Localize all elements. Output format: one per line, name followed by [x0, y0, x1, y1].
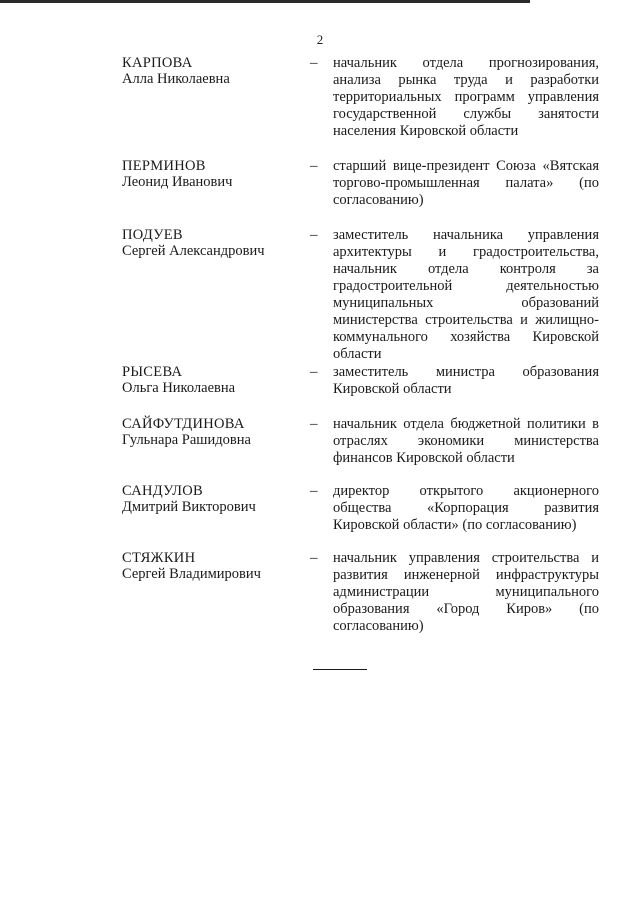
- member-name: [122, 416, 302, 448]
- dash-separator: –: [310, 227, 318, 243]
- top-border-line: [0, 0, 530, 3]
- member-position: старший вице-президент Союза «Вятская торгово-промышленная палата» (по согласованию): [333, 158, 599, 208]
- member-given-names: Алла Николаевна: [122, 71, 230, 87]
- member-surname: ПЕРМИНОВ: [122, 158, 206, 174]
- member-surname: КАРПОВА: [122, 55, 193, 71]
- dash-separator: –: [310, 416, 318, 432]
- member-name: [122, 483, 302, 515]
- end-of-list-line: [313, 669, 367, 670]
- member-given-names: Ольга Николаевна: [122, 380, 236, 396]
- member-surname: ПОДУЕВ: [122, 227, 183, 243]
- member-position: начальник отдела прогнозирования, анализа рынка труда и разработки территориальных программ управления государственной службы занятости населения Кировской области: [333, 55, 599, 139]
- dash-separator: –: [310, 483, 318, 499]
- member-given-names: Гульнара Рашидовна: [122, 432, 251, 448]
- dash-separator: –: [310, 158, 318, 174]
- member-position: начальник отдела бюджетной политики в отраслях экономики министерства финансов Кировской области: [333, 416, 599, 466]
- dash-separator: –: [310, 364, 318, 380]
- member-given-names: Сергей Александрович: [122, 243, 265, 259]
- member-position: директор открытого акционерного общества «Корпорация развития Кировской области» (по согласованию): [333, 483, 599, 533]
- member-surname: САНДУЛОВ: [122, 483, 203, 499]
- member-surname: САЙФУТДИНОВА: [122, 416, 245, 432]
- member-name: [122, 158, 302, 190]
- member-name: [122, 364, 302, 396]
- dash-separator: –: [310, 55, 318, 71]
- member-position: начальник управления строительства и развития инженерной инфраструктуры администрации муниципального образования «Город Киров» (по согласованию): [333, 550, 599, 634]
- member-given-names: Леонид Иванович: [122, 174, 233, 190]
- member-position: заместитель начальника управления архитектуры и градостроительства, начальник отдела контроля за градостроительной деятельностью муниципальных образований министерства строительства и жилищно-коммунального хозяйства Кировской области: [333, 227, 599, 362]
- member-surname: РЫСЕВА: [122, 364, 183, 380]
- member-name: [122, 55, 302, 87]
- member-name: [122, 227, 302, 259]
- dash-separator: –: [310, 550, 318, 566]
- member-position: заместитель министра образования Кировской области: [333, 364, 599, 397]
- member-name: [122, 550, 302, 582]
- member-surname: СТЯЖКИН: [122, 550, 196, 566]
- member-given-names: Сергей Владимирович: [122, 566, 261, 582]
- page-number: 2: [316, 32, 324, 47]
- member-given-names: Дмитрий Викторович: [122, 499, 256, 515]
